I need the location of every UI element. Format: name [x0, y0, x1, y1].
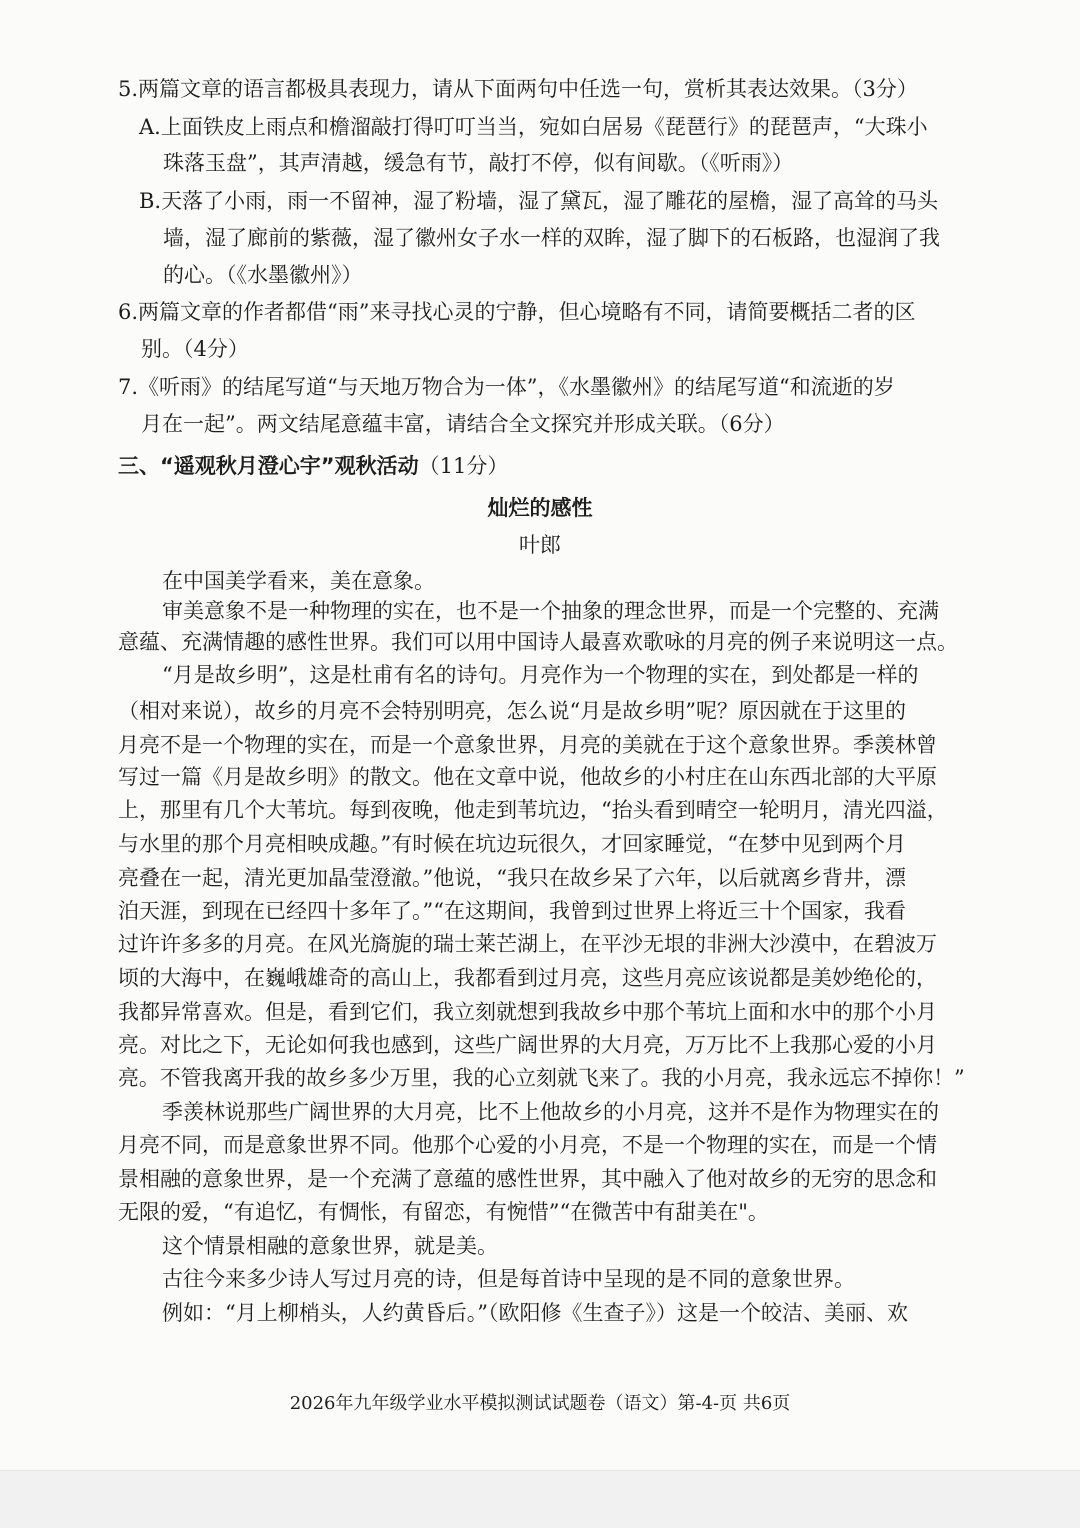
article-line: 月亮不同，而是意象世界不同。他那个心爱的小月亮，不是一个物理的实在，而是一个情 — [118, 1133, 937, 1157]
article-line: 顷的大海中，在巍峨雄奇的高山上，我都看到过月亮，这些月亮应该说都是美妙绝伦的， — [118, 966, 937, 990]
question-5-option-a-line-1: A.上面铁皮上雨点和檐溜敲打得叮叮当当，宛如白居易《琵琶行》的琵琶声，“大珠小 — [139, 115, 928, 139]
article-line: 季羡林说那些广阔世界的大月亮，比不上他故乡的小月亮，这并不是作为物理实在的 — [162, 1100, 939, 1124]
article-line: 我都异常喜欢。但是，看到它们，我立刻就想到我故乡中那个苇坑上面和水中的那个小月 — [118, 1000, 937, 1024]
article-line: （相对来说），故乡的月亮不会特别明亮，怎么说“月是故乡明”呢？原因就在于这里的 — [118, 699, 906, 723]
section-3-heading — [118, 451, 508, 481]
article-line: 无限的爱，“有追忆，有惆怅，有留恋，有惋惜”“在微苦中有甜美在"。 — [118, 1200, 769, 1224]
article-line: 例如：“月上柳梢头，人约黄昏后。”（欧阳修《生查子》）这是一个皎洁、美丽、欢 — [162, 1301, 908, 1325]
article-line: 亮。对比之下，无论如何我也感到，这些广阔世界的大月亮，万万比不上我那心爱的小月 — [118, 1033, 937, 1057]
section-3-score: （11分） — [418, 454, 509, 478]
article-line: 古往今来多少诗人写过月亮的诗，但是每首诗中呈现的是不同的意象世界。 — [162, 1267, 855, 1291]
bottom-edge-strip — [0, 1470, 1080, 1528]
article-line: 过许许多多的月亮。在风光旖旎的瑞士莱芒湖上，在平沙无垠的非洲大沙漠中，在碧波万 — [118, 932, 937, 956]
page-footer: 2026年九年级学业水平模拟测试试题卷（语文）第-4-页 共6页 — [289, 1393, 791, 1414]
question-6-line-2: 别。（4分） — [141, 337, 249, 361]
article-title: 灿烂的感性 — [487, 496, 593, 520]
question-5-option-b-line-3: 的心。（《水墨徽州》） — [163, 263, 363, 287]
question-5-option-a-line-2: 珠落玉盘”，其声清越，缓急有节，敲打不停，似有间歇。（《听雨》） — [163, 151, 794, 175]
article-line: 审美意象不是一种物理的实在，也不是一个抽象的理念世界，而是一个完整的、充满 — [162, 599, 939, 623]
question-7-line-2: 月在一起”。两文结尾意蕴丰富，请结合全文探究并形成关联。（6分） — [141, 412, 785, 436]
article-line: 这个情景相融的意象世界，就是美。 — [162, 1234, 498, 1258]
article-line: 月亮不是一个物理的实在，而是一个意象世界，月亮的美就在于这个意象世界。季羡林曾 — [118, 733, 937, 757]
article-line: “月是故乡明”，这是杜甫有名的诗句。月亮作为一个物理的实在，到处都是一样的 — [162, 663, 919, 687]
article-line: 写过一篇《月是故乡明》的散文。他在文章中说，他故乡的小村庄在山东西北部的大平原 — [118, 765, 937, 789]
article-line: 亮叠在一起，清光更加晶莹澄澈。”他说，“我只在故乡呆了六年，以后就离乡背井，漂 — [118, 866, 906, 890]
article-line: 亮。不管我离开我的故乡多少万里，我的心立刻就飞来了。我的小月亮，我永远忘不掉你！” — [118, 1066, 965, 1090]
article-line: 意蕴、充满情趣的感性世界。我们可以用中国诗人最喜欢歌咏的月亮的例子来说明这一点。 — [118, 630, 958, 654]
article-author: 叶郎 — [519, 533, 561, 557]
question-7-line-1: 7.《听雨》的结尾写道“与天地万物合为一体”，《水墨徽州》的结尾写道“和流逝的岁 — [118, 375, 895, 399]
question-6-line-1: 6.两篇文章的作者都借“雨”来寻找心灵的宁静，但心境略有不同，请简要概括二者的区 — [118, 300, 916, 324]
article-line: 上，那里有几个大苇坑。每到夜晚，他走到苇坑边，“抬头看到晴空一轮明月，清光四溢， — [118, 798, 948, 822]
article-line: 景相融的意象世界，是一个充满了意蕴的感性世界，其中融入了他对故乡的无穷的思念和 — [118, 1167, 937, 1191]
question-5-stem: 5.两篇文章的语言都极具表现力，请从下面两句中任选一句，赏析其表达效果。（3分） — [118, 77, 918, 101]
question-5-option-b-line-2: 墙，湿了廊前的紫薇，湿了徽州女子水一样的双眸，湿了脚下的石板路，也湿润了我 — [163, 226, 940, 250]
article-line: 在中国美学看来，美在意象。 — [162, 569, 435, 593]
article-line: 泊天涯，到现在已经四十多年了。”“在这期间，我曾到过世界上将近三十个国家，我看 — [118, 899, 906, 923]
article-line: 与水里的那个月亮相映成趣。”有时候在坑边玩很久，才回家睡觉，“在梦中见到两个月 — [118, 832, 906, 856]
section-3-title: 三、“遥观秋月澄心宇”观秋活动 — [118, 454, 419, 478]
question-5-option-b-line-1: B.天落了小雨，雨一不留神，湿了粉墙，湿了黛瓦，湿了雕花的屋檐，湿了高耸的马头 — [139, 189, 939, 213]
